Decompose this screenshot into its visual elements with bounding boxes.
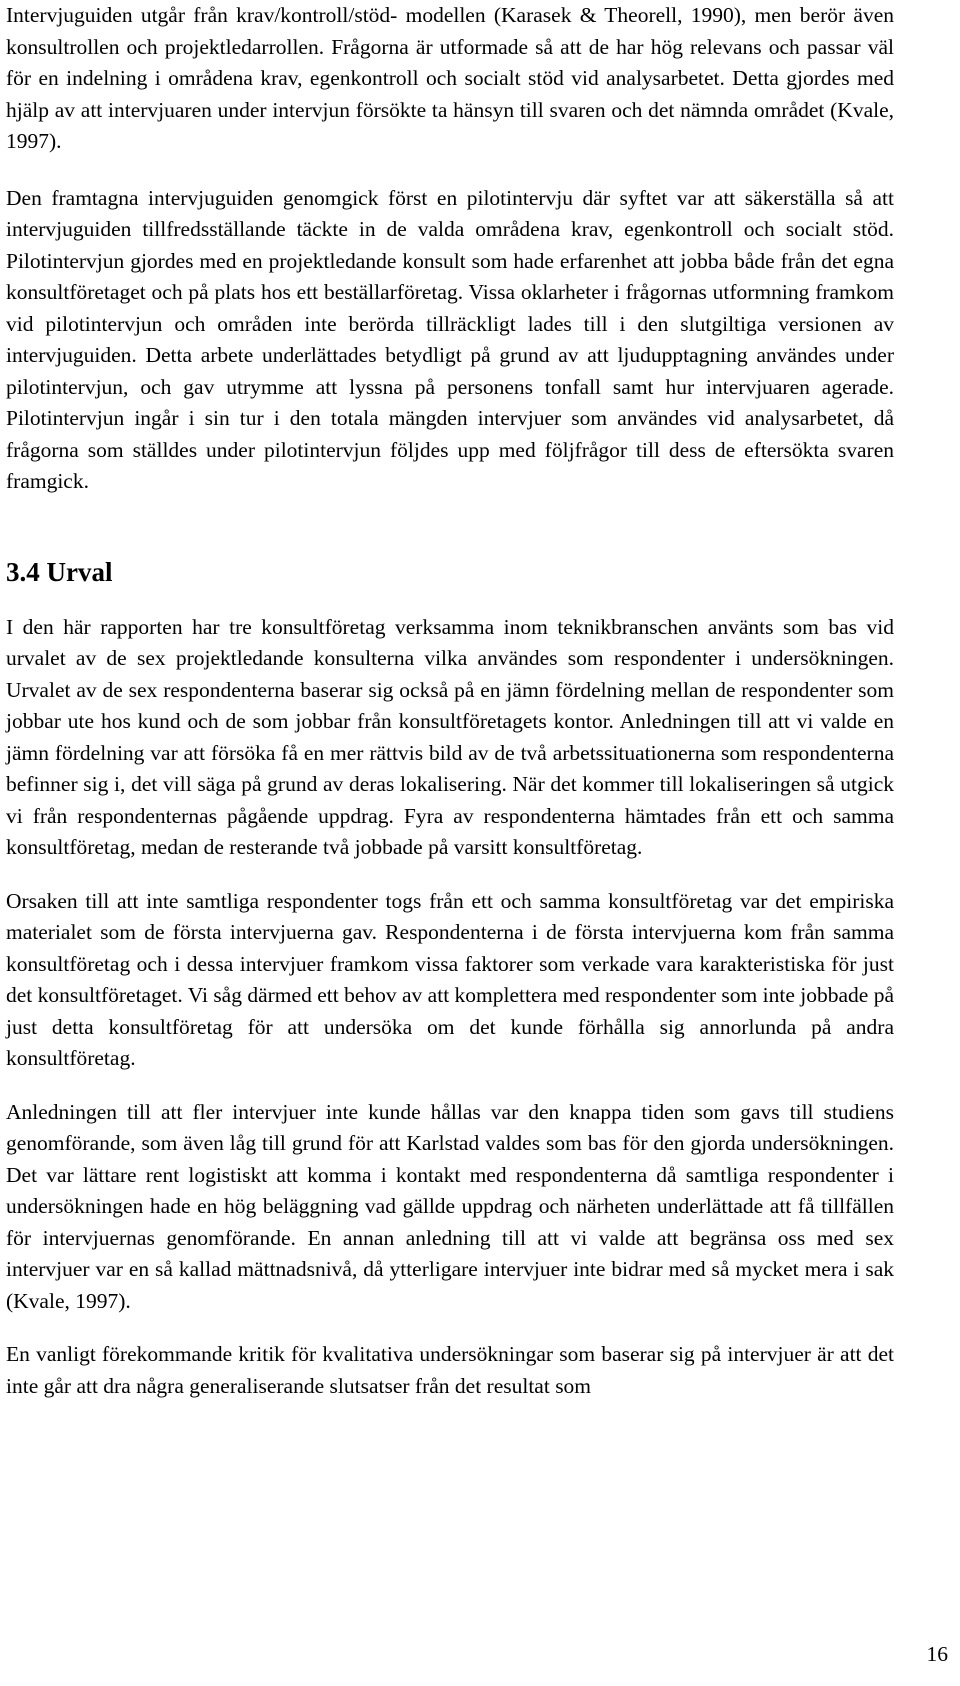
paragraph-pilot-interview: Den framtagna intervjuguiden genomgick först en pilotintervju där syftet var att säkerställa så att intervjuguiden tillfredsställande täckte in de valda områdena krav, egenkontroll och socialt stöd. Pilotintervjun gjordes med en projektledande konsult som hade erfarenhet att jobba både från det egna konsultföretaget och på plats hos ett beställarföretag. Vissa oklarheter i frågornas utformning framkom vid pilotintervjun och områden inte berörda tillräckligt lades till i den slutgiltiga versionen av intervjuguiden. Detta arbete underlättades betydligt på grund av att ljudupptagning användes under pilotintervjun, och gav utrymme att lyssna på personens tonfall samt hur intervjuaren agerade. Pilotintervjun ingår i sin tur i den totala mängden intervjuer som användes vid analysarbetet, då frågorna som ställdes under pilotintervjun följdes upp med följfrågor till dess de eftersökta svaren framgick. xyxy=(6,185,894,493)
paragraph-interview-guide-model: Intervjuguiden utgår från krav/kontroll/stöd- modellen (Karasek & Theorell, 1990), men berör även konsultrollen och projektledarrollen. Frågorna är utformade så att de har hög relevans och passar väl för en indelning i områdena krav, egenkontroll och socialt stöd vid analysarbetet. Detta gjordes med hjälp av att intervjuaren under intervjun försökte ta hänsyn till svaren och det nämnda området (Kvale, 1997). xyxy=(6,3,894,153)
section-heading-urval: 3.4 Urval xyxy=(6,556,113,587)
document-page xyxy=(6,0,894,1402)
paragraph-qualitative-critique: En vanligt förekommande kritik för kvalitativa undersökningar som baserar sig på intervjuer är att det inte går att dra några generaliserande slutsatser från det resultat som xyxy=(6,1342,894,1398)
page-number: 16 xyxy=(926,1642,948,1666)
paragraph-selection-basis: I den här rapporten har tre konsultföretag verksamma inom teknikbranschen använts som bas vid urvalet av de sex projektledande konsulterna vilka användes som respondenter i undersökningen. Urvalet av de sex respondenterna baserar sig också på en jämn fördelning mellan de respondenter som jobbar ute hos kund och de som jobbar från konsultföretagets kontor. Anledningen till att vi valde en jämn fördelning var att försöka få en mer rättvis bild av de två arbetssituationerna som respondenterna befinner sig i, det vill säga på grund av deras lokalisering. När det kommer till lokaliseringen så utgick vi från respondenternas pågående uppdrag. Fyra av respondenterna hämtades från ett och samma konsultföretag, medan de resterande två jobbade på varsitt konsultföretag. xyxy=(6,614,894,859)
paragraph-selection-reason: Orsaken till att inte samtliga respondenter togs från ett och samma konsultföretag var det empiriska materialet som de första intervjuerna gav. Respondenterna i de första intervjuerna kom från samma konsultföretag och i dessa intervjuer framkom vissa faktorer som verkade vara karakteristiska för just det konsultföretaget. Vi såg därmed ett behov av att komplettera med respondenter som inte jobbade på just detta konsultföretag för att undersöka om det kunde förhålla sig annorlunda på andra konsultföretag. xyxy=(6,888,894,1070)
paragraph-interview-count: Anledningen till att fler intervjuer inte kunde hållas var den knappa tiden som gavs till studiens genomförande, som även låg till grund för att Karlstad valdes som bas för den gjorda undersökningen. Det var lättare rent logistiskt att komma i kontakt med respondenterna då samtliga respondenter i undersökningen hade en hög beläggning vad gällde uppdrag och närheten underlättade att få tillfällen för intervjuernas genomförande. En annan anledning till att vi valde att begränsa oss med sex intervjuer var en så kallad mättnadsnivå, då ytterligare intervjuer inte bidrar med så mycket mera i sak (Kvale, 1997). xyxy=(6,1099,894,1313)
